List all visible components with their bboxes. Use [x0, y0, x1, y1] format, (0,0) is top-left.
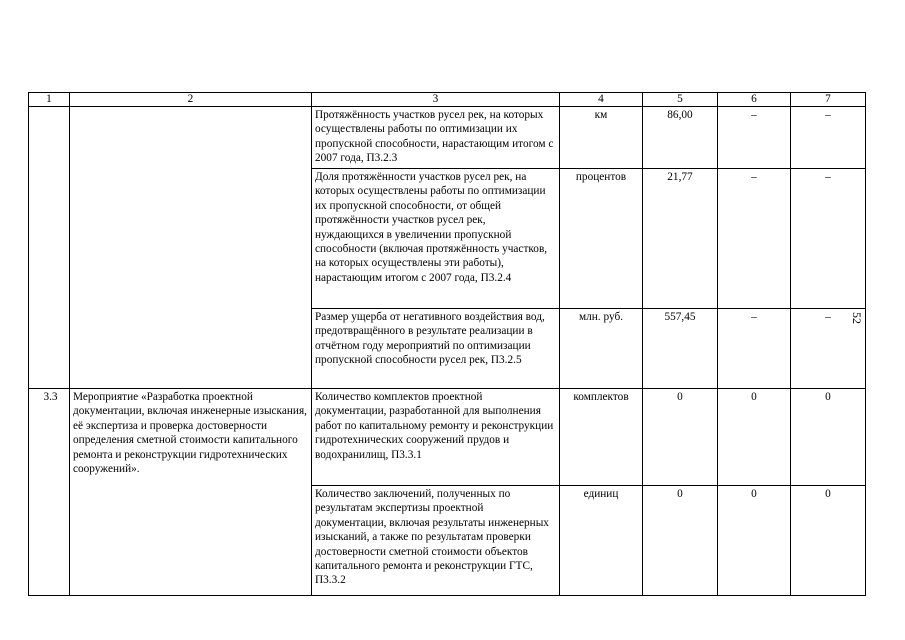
item-number-cell: [29, 107, 70, 389]
value-cell: 0: [718, 486, 791, 596]
column-number: 2: [70, 93, 312, 107]
indicator-cell: Количество заключений, полученных по результатам экспертизы проектной документации, включая результаты инженерных изысканий, а также по результатам проверки достоверности сметной стоимости объектов капитального ремонта и реконструкции ГТС, П3.3.2: [312, 486, 560, 596]
indicator-cell: Доля протяжённости участков русел рек, на которых осуществлены работы по оптимизации их пропускной способности, от общей протяжённости участков русел рек, нуждающихся в увеличении пропускной способности (включая протяжённость участков, на которых осуществлены эти работы), нарастающим итогом с 2007 года, П3.2.4: [312, 169, 560, 309]
value-cell: –: [791, 169, 866, 309]
value-cell: 86,00: [643, 107, 718, 169]
value-cell: 0: [718, 389, 791, 486]
table-row: [29, 107, 866, 169]
value-cell: –: [718, 107, 791, 169]
column-number: 1: [29, 93, 70, 107]
column-number: 3: [312, 93, 560, 107]
value-cell: 21,77: [643, 169, 718, 309]
value-cell: –: [791, 107, 866, 169]
unit-cell: млн. руб.: [560, 309, 643, 389]
value-cell: 0: [643, 389, 718, 486]
measure-cell: [70, 107, 312, 389]
value-cell: 557,45: [643, 309, 718, 389]
table-row: [29, 389, 866, 486]
indicator-cell: Размер ущерба от негативного воздействия вод, предотвращённого в результате реализации в отчётном году мероприятий по оптимизации пропускной способности русел рек, П3.2.5: [312, 309, 560, 389]
value-cell: 0: [791, 486, 866, 596]
indicator-cell: Количество комплектов проектной документации, разработанной для выполнения работ по капитальному ремонту и реконструкции гидротехнических сооружений прудов и водохранилищ, П3.3.1: [312, 389, 560, 486]
column-number: 6: [718, 93, 791, 107]
column-number: 5: [643, 93, 718, 107]
item-number-cell: 3.3: [29, 389, 70, 596]
unit-cell: км: [560, 107, 643, 169]
unit-cell: единиц: [560, 486, 643, 596]
value-cell: 0: [643, 486, 718, 596]
value-cell: –: [718, 309, 791, 389]
value-cell: –: [791, 309, 866, 389]
indicators-table: [28, 92, 866, 596]
unit-cell: комплектов: [560, 389, 643, 486]
indicator-cell: Протяжённость участков русел рек, на которых осуществлены работы по оптимизации их пропускной способности, нарастающим итогом с 2007 года, П3.2.3: [312, 107, 560, 169]
column-number: 4: [560, 93, 643, 107]
page-number: 52: [850, 312, 864, 324]
column-number-row: [29, 93, 866, 107]
column-number: 7: [791, 93, 866, 107]
measure-cell: Мероприятие «Разработка проектной документации, включая инженерные изыскания, её экспертиза и проверка достоверности определения сметной стоимости капитального ремонта и реконструкции гидротехнических сооружений».: [70, 389, 312, 596]
unit-cell: процентов: [560, 169, 643, 309]
value-cell: 0: [791, 389, 866, 486]
value-cell: –: [718, 169, 791, 309]
